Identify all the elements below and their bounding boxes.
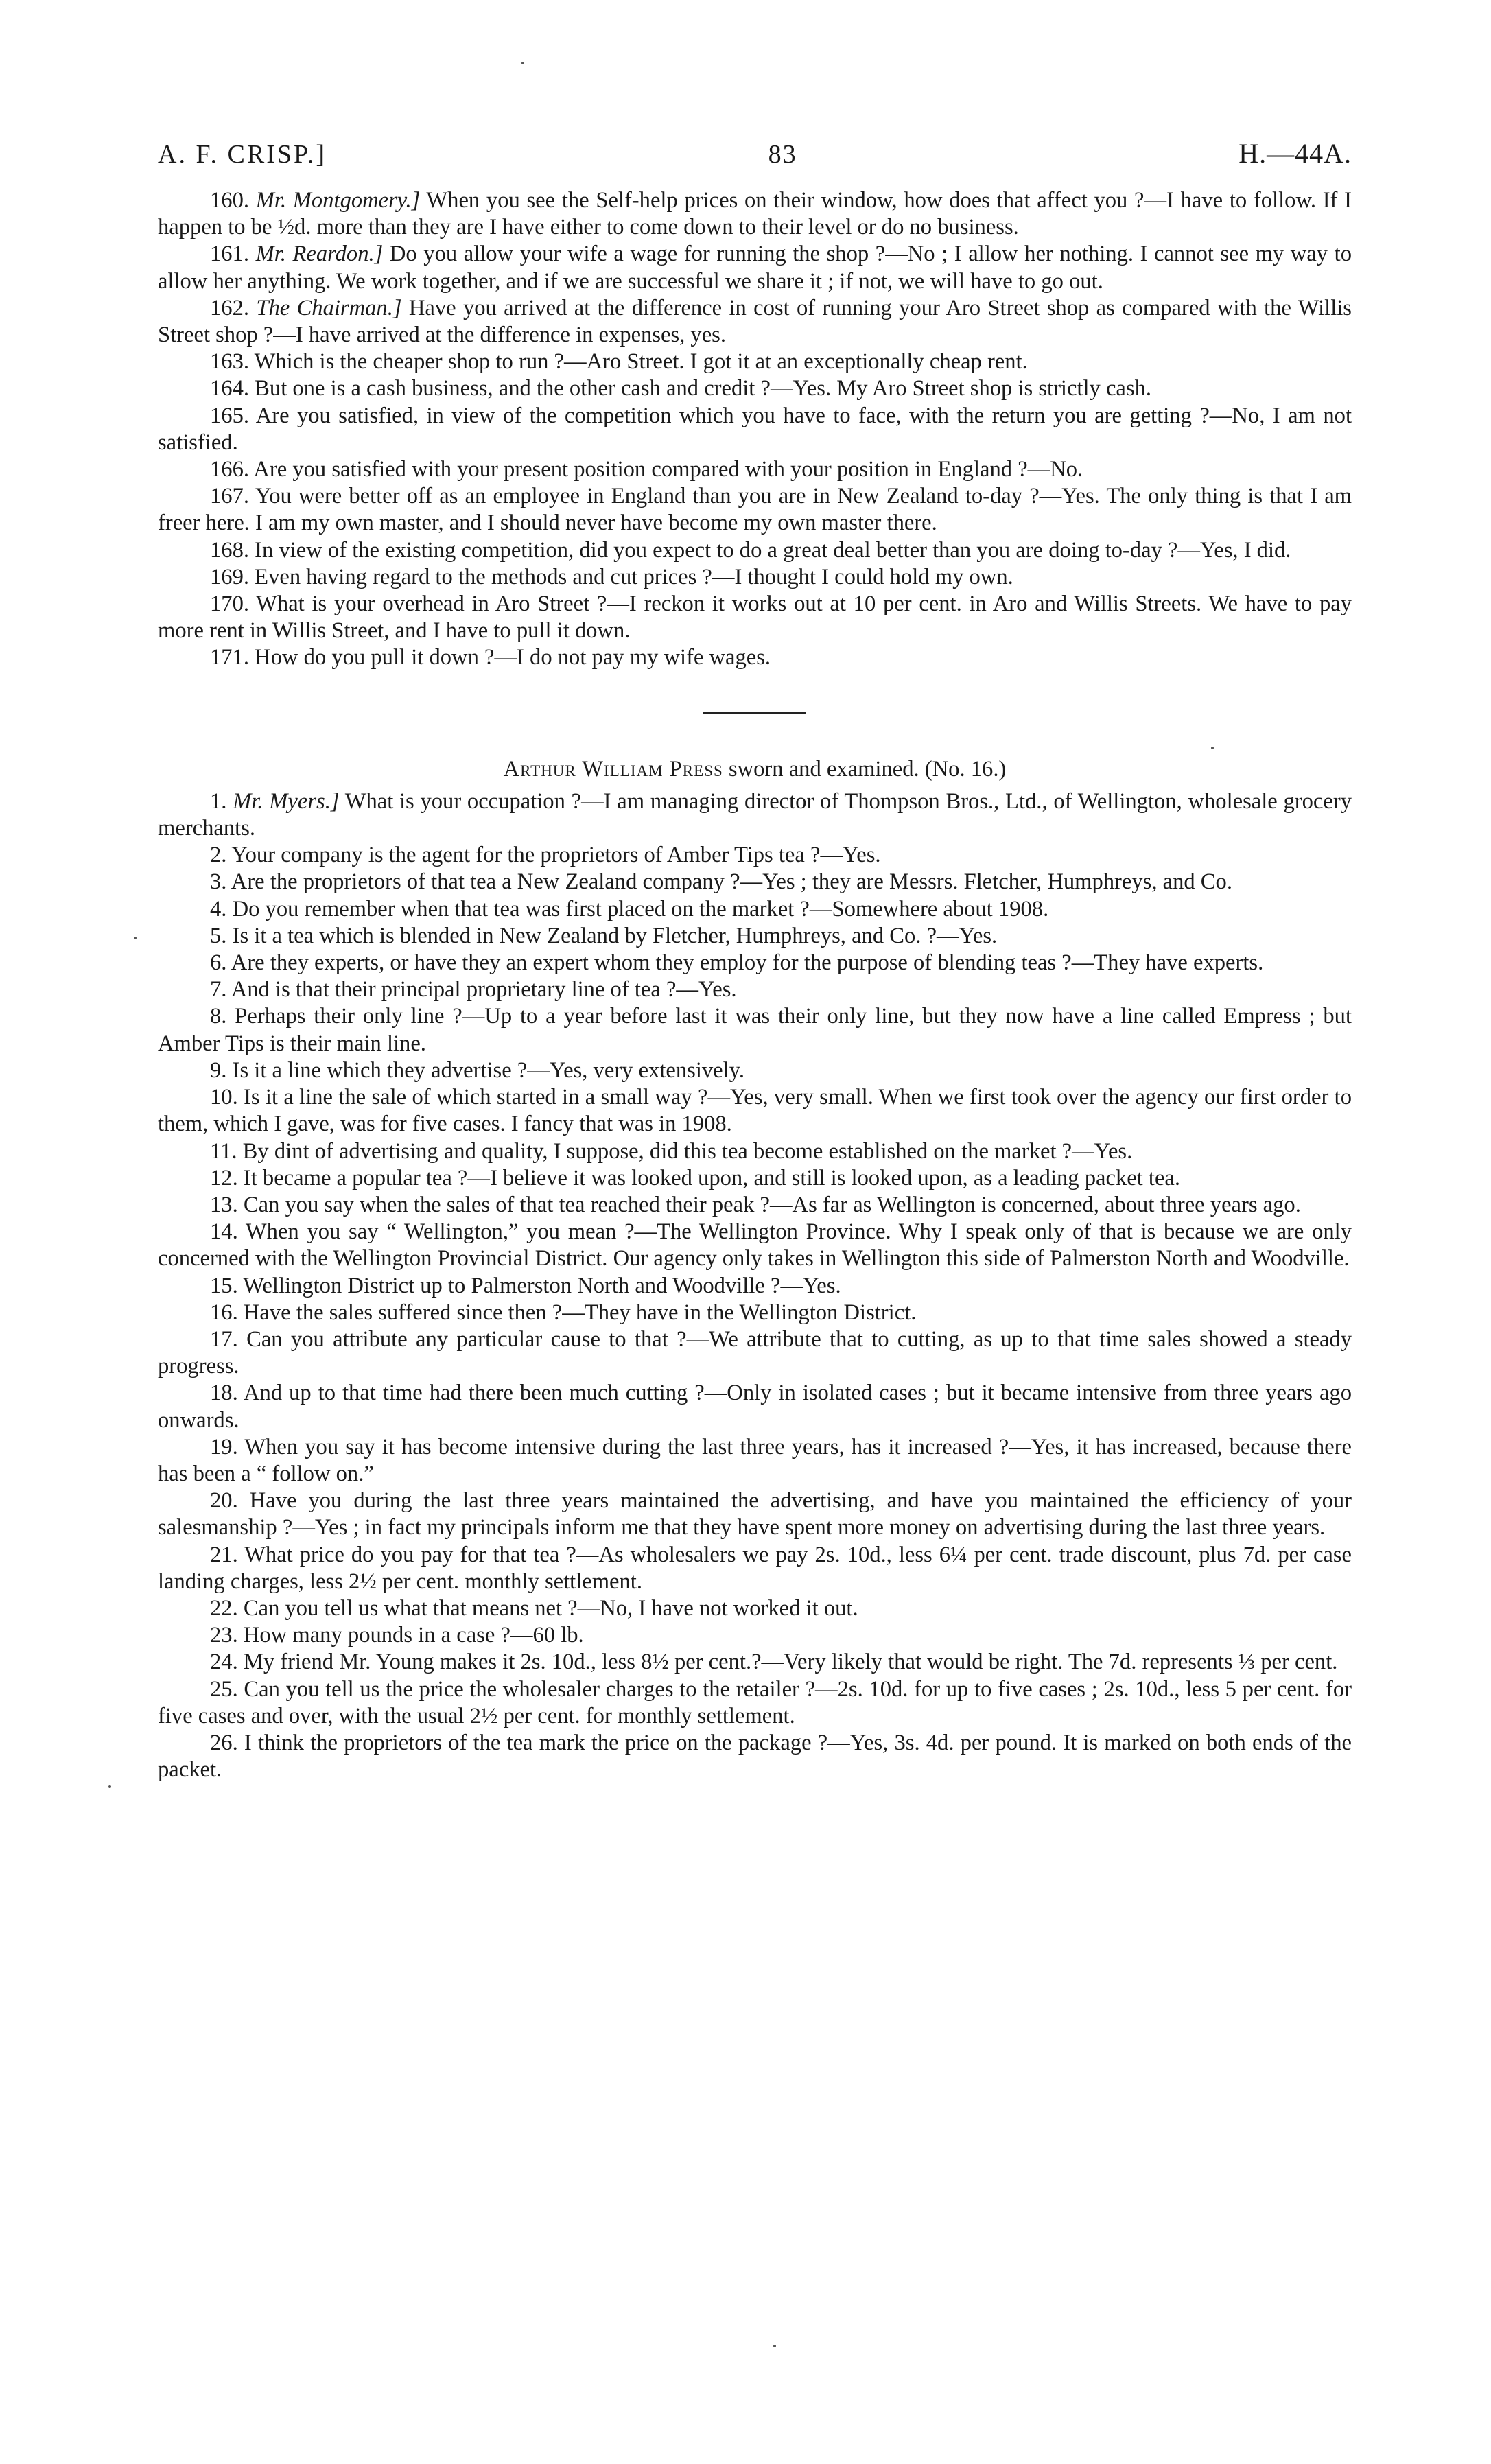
question-answer — [158, 1622, 1352, 1649]
question-text: Perhaps their only line ?—Up to a year before last it was their only line, but they now have a line called Empress ; but Amber Tips is their main line. — [158, 1004, 1352, 1056]
evidence-section-press — [158, 788, 1352, 1784]
question-answer — [158, 1300, 1352, 1326]
question-answer — [158, 1649, 1352, 1676]
question-number: 21. — [210, 1542, 238, 1567]
print-speck — [134, 937, 137, 939]
question-answer — [158, 1219, 1352, 1272]
question-text: What is your occupation ?—I am managing director of Thompson Bros., Ltd., of Wellington, wholesale grocery merchants. — [158, 788, 1352, 841]
question-answer — [158, 403, 1352, 456]
question-text: Do you remember when that tea was first placed on the market ?—Somewhere about 1908. — [232, 896, 1049, 922]
question-answer — [158, 1273, 1352, 1300]
question-answer — [158, 1676, 1352, 1730]
question-number: 12. — [210, 1165, 238, 1190]
question-text: By dint of advertising and quality, I suppose, did this tea become established on the market ?—Yes. — [242, 1138, 1133, 1164]
question-text: My friend Mr. Young makes it 2s. 10d., less 8½ per cent.?—Very likely that would be right. The 7d. represents ⅓ per cent. — [243, 1650, 1338, 1675]
question-text: Wellington District up to Palmerston North and Woodville ?—Yes. — [243, 1273, 841, 1298]
question-number: 6. — [210, 950, 227, 976]
question-answer — [158, 923, 1352, 950]
witness-oath: sworn and examined. (No. 16.) — [723, 756, 1007, 782]
question-number: 171. — [210, 645, 250, 670]
witness-heading — [158, 756, 1352, 783]
question-answer — [158, 1165, 1352, 1192]
question-answer — [158, 1542, 1352, 1595]
question-answer — [158, 842, 1352, 869]
question-answer — [158, 241, 1352, 294]
question-answer — [158, 295, 1352, 349]
speaker: Mr. Myers.] — [233, 788, 340, 814]
speaker: Mr. Montgomery.] — [255, 188, 421, 213]
print-speck — [108, 1785, 111, 1788]
question-number: 167. — [210, 484, 250, 509]
question-text: Have you during the last three years maintained the advertising, and have you maintained the efficiency of your salesmanship ?—Yes ; in fact my principals inform me that they have spent more money on advertising during the last three years. — [158, 1488, 1352, 1540]
question-number: 170. — [210, 591, 250, 617]
question-text: Are the proprietors of that tea a New Zealand company ?—Yes ; they are Messrs. Fletcher, Humphreys, and Co. — [231, 869, 1232, 895]
question-text: Can you tell us what that means net ?—No, I have not worked it out. — [243, 1595, 858, 1621]
question-answer — [158, 1434, 1352, 1488]
question-number: 160. — [210, 188, 250, 213]
speaker: The Chairman.] — [256, 295, 402, 320]
question-answer — [158, 976, 1352, 1003]
question-answer — [158, 1730, 1352, 1783]
question-answer — [158, 1380, 1352, 1433]
question-number: 13. — [210, 1192, 238, 1217]
question-answer — [158, 375, 1352, 402]
question-number: 8. — [210, 1004, 227, 1029]
question-text: Your company is the agent for the proprietors of Amber Tips tea ?—Yes. — [231, 843, 881, 868]
question-number: 1. — [210, 788, 227, 814]
question-answer — [158, 349, 1352, 375]
question-number: 23. — [210, 1623, 238, 1648]
question-number: 163. — [210, 349, 250, 375]
question-text: When you say it has become intensive during the last three years, has it increased ?—Yes, it has increased, because there has been a “ follow on.” — [158, 1434, 1352, 1486]
question-text: Is it a line which they advertise ?—Yes, very extensively. — [232, 1057, 744, 1083]
question-number: 5. — [210, 923, 227, 948]
question-text: Which is the cheaper shop to run ?—Aro Street. I got it at an exceptionally cheap rent. — [254, 349, 1028, 375]
question-number: 25. — [210, 1676, 238, 1702]
question-number: 24. — [210, 1650, 238, 1675]
evidence-section-crisp — [158, 187, 1352, 672]
question-number: 26. — [210, 1730, 238, 1755]
question-answer — [158, 537, 1352, 564]
question-answer — [158, 1595, 1352, 1622]
paper-reference: H.—44A. — [1238, 138, 1352, 169]
question-number: 164. — [210, 376, 250, 401]
question-answer — [158, 896, 1352, 923]
document-page — [158, 137, 1352, 1783]
question-number: 17. — [210, 1326, 238, 1352]
question-text: Can you attribute any particular cause to that ?—We attribute that to cutting, as up to that time sales showed a steady progress. — [158, 1326, 1352, 1379]
question-text: Is it a tea which is blended in New Zealand by Fletcher, Humphreys, and Co. ?—Yes. — [232, 923, 998, 948]
question-answer — [158, 950, 1352, 976]
question-answer — [158, 1084, 1352, 1138]
question-answer — [158, 591, 1352, 644]
question-answer — [158, 1057, 1352, 1084]
speaker: Mr. Reardon.] — [255, 242, 384, 267]
witness-name: Arthur William Press — [503, 756, 723, 782]
question-text: Have you arrived at the difference in cost of running your Aro Street shop as compared with the Willis Street shop ?—I have arrived at the difference in expenses, yes. — [158, 295, 1352, 348]
question-text: Can you say when the sales of that tea reached their peak ?—As far as Wellington is concerned, about three years ago. — [243, 1192, 1301, 1217]
question-answer — [158, 1138, 1352, 1165]
question-number: 11. — [210, 1138, 237, 1164]
question-number: 9. — [210, 1057, 227, 1083]
question-number: 2. — [210, 843, 227, 868]
question-number: 22. — [210, 1595, 238, 1621]
page-number: 83 — [768, 140, 797, 169]
question-text: What is your overhead in Aro Street ?—I reckon it works out at 10 per cent. in Aro and Willis Streets. We have to pay more rent in Willis Street, and I have to pull it down. — [158, 591, 1352, 644]
question-answer — [158, 483, 1352, 537]
question-answer — [158, 187, 1352, 241]
question-text: Are you satisfied, in view of the competition which you have to face, with the return you are getting ?—No, I am not satisfied. — [158, 403, 1352, 455]
question-number: 165. — [210, 403, 250, 428]
question-text: Are they experts, or have they an expert whom they employ for the purpose of blending teas ?—They have experts. — [231, 950, 1264, 976]
question-answer — [158, 644, 1352, 671]
question-answer — [158, 456, 1352, 483]
question-text: I think the proprietors of the tea mark the price on the package ?—Yes, 3s. 4d. per pound. It is marked on both ends of the packet. — [158, 1730, 1352, 1783]
question-number: 14. — [210, 1219, 238, 1245]
question-answer — [158, 1192, 1352, 1219]
question-number: 166. — [210, 457, 250, 482]
section-divider — [703, 712, 806, 714]
question-text: Even having regard to the methods and cut prices ?—I thought I could hold my own. — [255, 564, 1013, 589]
question-answer — [158, 869, 1352, 895]
question-text: In view of the existing competition, did you expect to do a great deal better than you are doing to-day ?—Yes, I did. — [255, 537, 1291, 563]
question-number: 169. — [210, 564, 250, 589]
question-text: How do you pull it down ?—I do not pay my wife wages. — [255, 645, 771, 670]
question-number: 162. — [210, 295, 250, 320]
question-answer — [158, 1326, 1352, 1380]
question-number: 161. — [210, 242, 250, 267]
question-text: When you say “ Wellington,” you mean ?—The Wellington Province. Why I speak only of that is because we are only concerned with the Wellington Provincial District. Our agency only takes in Wellington this side of Palmerston North and Woodville. — [158, 1219, 1352, 1271]
question-number: 15. — [210, 1273, 238, 1298]
question-text: You were better off as an employee in England than you are in New Zealand to-day ?—Yes. The only thing is that I am freer here. I am my own master, and I should never have become my own master there. — [158, 484, 1352, 536]
question-answer — [158, 564, 1352, 591]
question-text: But one is a cash business, and the other cash and credit ?—Yes. My Aro Street shop is strictly cash. — [255, 376, 1152, 401]
question-text: Can you tell us the price the wholesaler charges to the retailer ?—2s. 10d. for up to five cases ; 2s. 10d., less 5 per cent. for five cases and over, with the usual 2½ per cent. for monthly settlement. — [158, 1676, 1352, 1728]
question-text: And is that their principal proprietary line of tea ?—Yes. — [231, 977, 737, 1002]
question-text: How many pounds in a case ?—60 lb. — [243, 1623, 584, 1648]
question-number: 3. — [210, 869, 227, 895]
question-number: 7. — [210, 977, 227, 1002]
question-answer — [158, 1003, 1352, 1057]
question-text: Have the sales suffered since then ?—They have in the Wellington District. — [243, 1300, 917, 1325]
print-speck — [773, 2345, 776, 2347]
question-text: Are you satisfied with your present position compared with your position in England ?—No. — [253, 457, 1083, 482]
question-number: 4. — [210, 896, 227, 922]
question-text: When you see the Self-help prices on their window, how does that affect you ?—I have to follow. If I happen to be ½d. more than they are I have either to come down to their level or do no business. — [158, 188, 1352, 240]
question-text: Do you allow your wife a wage for running the shop ?—No ; I allow her nothing. I cannot see my way to allow her anything. We work together, and if we are successful we share it ; if not, we will have to go out. — [158, 242, 1352, 294]
question-number: 18. — [210, 1381, 238, 1406]
question-text: And up to that time had there been much cutting ?—Only in isolated cases ; but it became intensive from three years ago onwards. — [158, 1381, 1352, 1433]
print-speck — [521, 62, 524, 64]
question-number: 10. — [210, 1085, 238, 1110]
question-number: 20. — [210, 1488, 238, 1514]
question-number: 16. — [210, 1300, 238, 1325]
running-head — [158, 137, 1352, 169]
question-answer — [158, 1488, 1352, 1541]
question-text: What price do you pay for that tea ?—As wholesalers we pay 2s. 10d., less 6¼ per cent. trade discount, plus 7d. per case landing charges, less 2½ per cent. monthly settlement. — [158, 1542, 1352, 1594]
witness-reference: A. F. CRISP.] — [158, 140, 327, 169]
question-answer — [158, 788, 1352, 842]
question-number: 19. — [210, 1434, 238, 1459]
question-text: It became a popular tea ?—I believe it was looked upon, and still is looked upon, as a leading packet tea. — [243, 1165, 1181, 1190]
question-text: Is it a line the sale of which started in a small way ?—Yes, very small. When we first took over the agency our first order to them, which I gave, was for five cases. I fancy that was in 1908. — [158, 1085, 1352, 1137]
question-number: 168. — [210, 537, 250, 563]
